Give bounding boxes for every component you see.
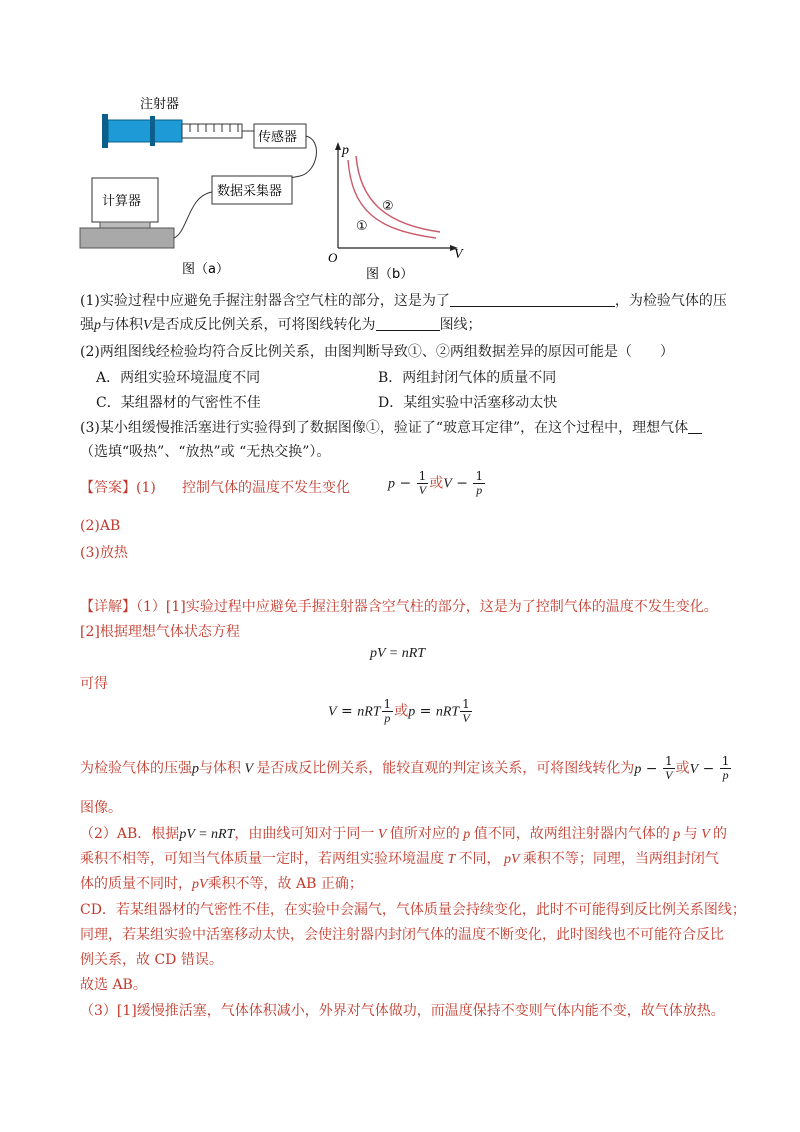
q1-text-a: (1)实验过程中应避免手握注射器含空气柱的部分，这是为了 bbox=[80, 293, 450, 309]
figure-a bbox=[78, 92, 328, 282]
axis-x-label: V bbox=[454, 247, 463, 262]
q2-option-c[interactable]: C．某组器材的气密性不佳 bbox=[96, 395, 261, 411]
q3-text-a: (3)某小组缓慢推活塞进行实验得到了数据图像①，验证了“玻意耳定律”，在这个过程中，理想气体 bbox=[80, 420, 689, 436]
detail-l8-a: 体的质量不同时， bbox=[80, 876, 192, 892]
answer-1-or: 或 bbox=[429, 475, 444, 492]
answer-2: (2)AB bbox=[80, 518, 121, 534]
q3-blank[interactable] bbox=[688, 419, 702, 434]
collector-label: 数据采集器 bbox=[217, 184, 283, 199]
detail-l7-c: 乘积不等；同理，当两组封闭气 bbox=[522, 851, 719, 867]
detail-l4-or: 或 bbox=[675, 760, 690, 777]
q2-option-b[interactable]: B．两组封闭气体的质量不同 bbox=[378, 370, 557, 386]
q2-option-a[interactable]: A．两组实验环境温度不同 bbox=[96, 370, 261, 386]
curve-2-label: ② bbox=[382, 199, 394, 214]
detail-l6-b: ，由曲线可知对于同一 bbox=[234, 826, 375, 842]
q1-blank-1[interactable] bbox=[450, 292, 615, 307]
answer-3: (3)放热 bbox=[80, 545, 128, 561]
q1-blank-2[interactable] bbox=[376, 316, 440, 331]
q1-text-b: ，为检验气体的压 bbox=[614, 293, 727, 309]
sensor-label: 传感器 bbox=[258, 130, 298, 145]
q1-var-v: V bbox=[143, 318, 152, 333]
detail-line13: （3）[1]缓慢推活塞，气体体积减小，外界对气体做功，而温度保持不变则气体内能不变，故气体放热。 bbox=[80, 1003, 725, 1019]
detail-l7-a: 乘积不相等，可知当气体质量一定时，若两组实验环境温度 bbox=[80, 851, 444, 867]
detail-line10: 同理，若某组实验中活塞移动太快，会使注射器内封闭气体的温度不断变化，此时图线也不可能符合反比 bbox=[80, 927, 724, 943]
syringe-barrel bbox=[108, 120, 182, 142]
detail-line5: 图像。 bbox=[80, 800, 122, 816]
computer-label: 计算器 bbox=[102, 194, 142, 209]
q1-line1 bbox=[80, 290, 727, 310]
detail-eq2: V = nRT $\frac{1}{p}$ 或p = nRT $\frac{1}{V}$ bbox=[328, 697, 470, 725]
syringe-tube bbox=[182, 124, 242, 138]
answer-1-text: 控制气体的温度不发生变化 bbox=[182, 480, 350, 496]
q2-option-d[interactable]: D．某组实验中活塞移动太快 bbox=[378, 395, 558, 411]
figure-a-caption: 图（a） bbox=[182, 262, 229, 277]
curve-2 bbox=[356, 156, 440, 232]
detail-l6-a: （2）AB．根据 bbox=[80, 826, 180, 842]
detail-l4-b: 与体积 bbox=[199, 760, 241, 777]
syringe-label: 注射器 bbox=[140, 97, 180, 112]
q3-line2: （选填“吸热”、“放热”或 “无热交换”）。 bbox=[80, 444, 331, 460]
q1-text-c-end: 图线； bbox=[439, 317, 482, 333]
q2-stem: (2)两组图线经检验均符合反比例关系，由图判断导致①、②两组数据差异的原因可能是（ ） bbox=[80, 344, 674, 360]
axis-y-label: p bbox=[342, 143, 349, 158]
detail-l4-a: 为检验气体的压强 bbox=[80, 760, 192, 777]
detail-l7-b: 不同， bbox=[458, 851, 501, 867]
detail-line8: 体的质量不同时，pV乘积不等，故 AB 正确； bbox=[80, 876, 363, 892]
detail-l6-f: 的 bbox=[713, 826, 728, 842]
q1-text-c-mid1: 与体积 bbox=[101, 317, 143, 333]
detail-eq1: pV = nRT bbox=[370, 646, 426, 661]
origin-label: O bbox=[328, 250, 338, 265]
q1-line2 bbox=[80, 314, 482, 334]
figure-b-caption: 图（b） bbox=[366, 267, 414, 282]
figure-b bbox=[326, 140, 476, 285]
answer-1-label: (1) bbox=[136, 480, 156, 496]
computer-base bbox=[80, 228, 174, 248]
curve-1-label: ① bbox=[356, 219, 368, 234]
answer-1-formula: p − $\frac{1}{V}$ 或V − $\frac{1}{p}$ bbox=[388, 469, 484, 497]
detail-l1: （1）[1]实验过程中应避免手握注射器含空气柱的部分，这是为了控制气体的温度不发生变化。 bbox=[136, 599, 718, 615]
detail-line3: 可得 bbox=[80, 676, 108, 692]
detail-line9: CD．若某组器材的气密性不佳，在实验中会漏气，气体质量会持续变化，此时不可能得到反比例关系图线； bbox=[80, 902, 746, 918]
detail-line4: 为检验气体的压强p与体积 V 是否成反比例关系，能较直观的判定该关系，可将图线转化为p − $\frac{1}{V}$ 或V − $\frac{1}{p}$ bbox=[80, 754, 730, 782]
q1-text-c-pre: 强 bbox=[80, 317, 94, 333]
detail-l8-b: 乘积不等，故 AB 正确； bbox=[207, 876, 363, 892]
detail-line6: （2）AB．根据pV = nRT，由曲线可知对于同一 V 值所对应的 p 值不同，故两组注射器内气体的 p 与 V 的 bbox=[80, 826, 728, 842]
detail-l4-c: 是否成反比例关系，能较直观的判定该关系，可将图线转化为 bbox=[256, 760, 635, 777]
answer-tag: 【答案】 bbox=[80, 480, 136, 496]
detail-l6-c: 值所对应的 bbox=[389, 826, 460, 842]
detail-l6-e: 与 bbox=[683, 826, 698, 842]
detail-line1 bbox=[80, 596, 718, 616]
detail-l6-d: 值不同，故两组注射器内气体的 bbox=[473, 826, 670, 842]
detail-line11: 例关系，故 CD 错误。 bbox=[80, 952, 223, 968]
q1-text-c-mid2: 是否成反比例关系，可将图线转化为 bbox=[151, 317, 376, 333]
detail-line7: 乘积不相等，可知当气体质量一定时，若两组实验环境温度 T 不同， pV 乘积不等；同理，当两组封闭气 bbox=[80, 851, 719, 867]
syringe-flange-mid bbox=[150, 116, 155, 146]
detail-l6-eq: pV = nRT bbox=[179, 827, 235, 842]
answer-line1 bbox=[80, 477, 156, 497]
detail-line12: 故选 AB。 bbox=[80, 977, 147, 993]
detail-tag: 【详解】 bbox=[80, 599, 136, 615]
detail-eq2-or: 或 bbox=[394, 703, 409, 720]
detail-line2: [2]根据理想气体状态方程 bbox=[80, 624, 240, 640]
syringe-flange-left bbox=[102, 114, 108, 148]
q1-var-p: p bbox=[94, 318, 101, 333]
q3-line1 bbox=[80, 417, 702, 437]
